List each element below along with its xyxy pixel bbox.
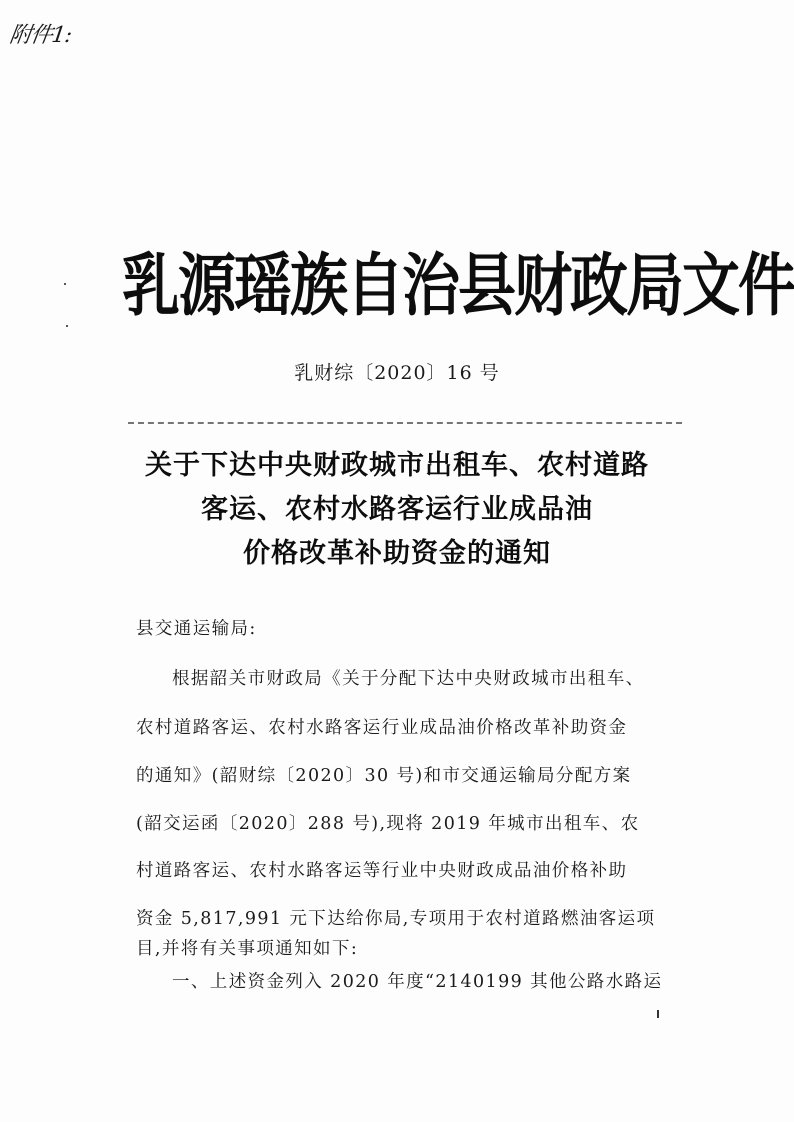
body-line-5: 村道路客运、农村水路客运等行业中央财政成品油价格补助 (136, 861, 628, 881)
scan-speck (64, 283, 66, 285)
body-line-1: 根据韶关市财政局《关于分配下达中央财政城市出租车、 (172, 669, 645, 689)
notice-title-line-1: 关于下达中央财政城市出租车、农村道路 (145, 450, 649, 481)
scan-mark (657, 1010, 659, 1018)
body-line-4: (韶交运函〔2020〕288 号),现将 2019 年城市出租车、农 (136, 814, 640, 834)
body-line-7: 目,并将有关事项通知如下: (136, 939, 359, 959)
notice-title-line-3: 价格改革补助资金的通知 (243, 538, 551, 569)
body-line-8: 一、上述资金列入 2020 年度“2140199 其他公路水路运 (172, 972, 663, 992)
body-line-2: 农村道路客运、农村水路客运行业成品油价格改革补助资金 (136, 718, 628, 738)
header-divider (128, 422, 682, 424)
body-line-3: 的通知》(韶财综〔2020〕30 号)和市交通运输局分配方案 (136, 766, 632, 786)
scan-speck (66, 325, 68, 327)
body-line-6: 资金 5,817,991 元下达给你局,专项用于农村道路燃油客运项 (136, 909, 656, 929)
document-number: 乳财综〔2020〕16 号 (294, 362, 500, 384)
handwritten-annotation: 附件1: (7, 23, 73, 48)
addressee: 县交通运输局: (136, 619, 257, 639)
letterhead-title: 乳源瑶族自治县财政局文件 (122, 245, 794, 326)
notice-title-line-2: 客运、农村水路客运行业成品油 (201, 494, 593, 525)
